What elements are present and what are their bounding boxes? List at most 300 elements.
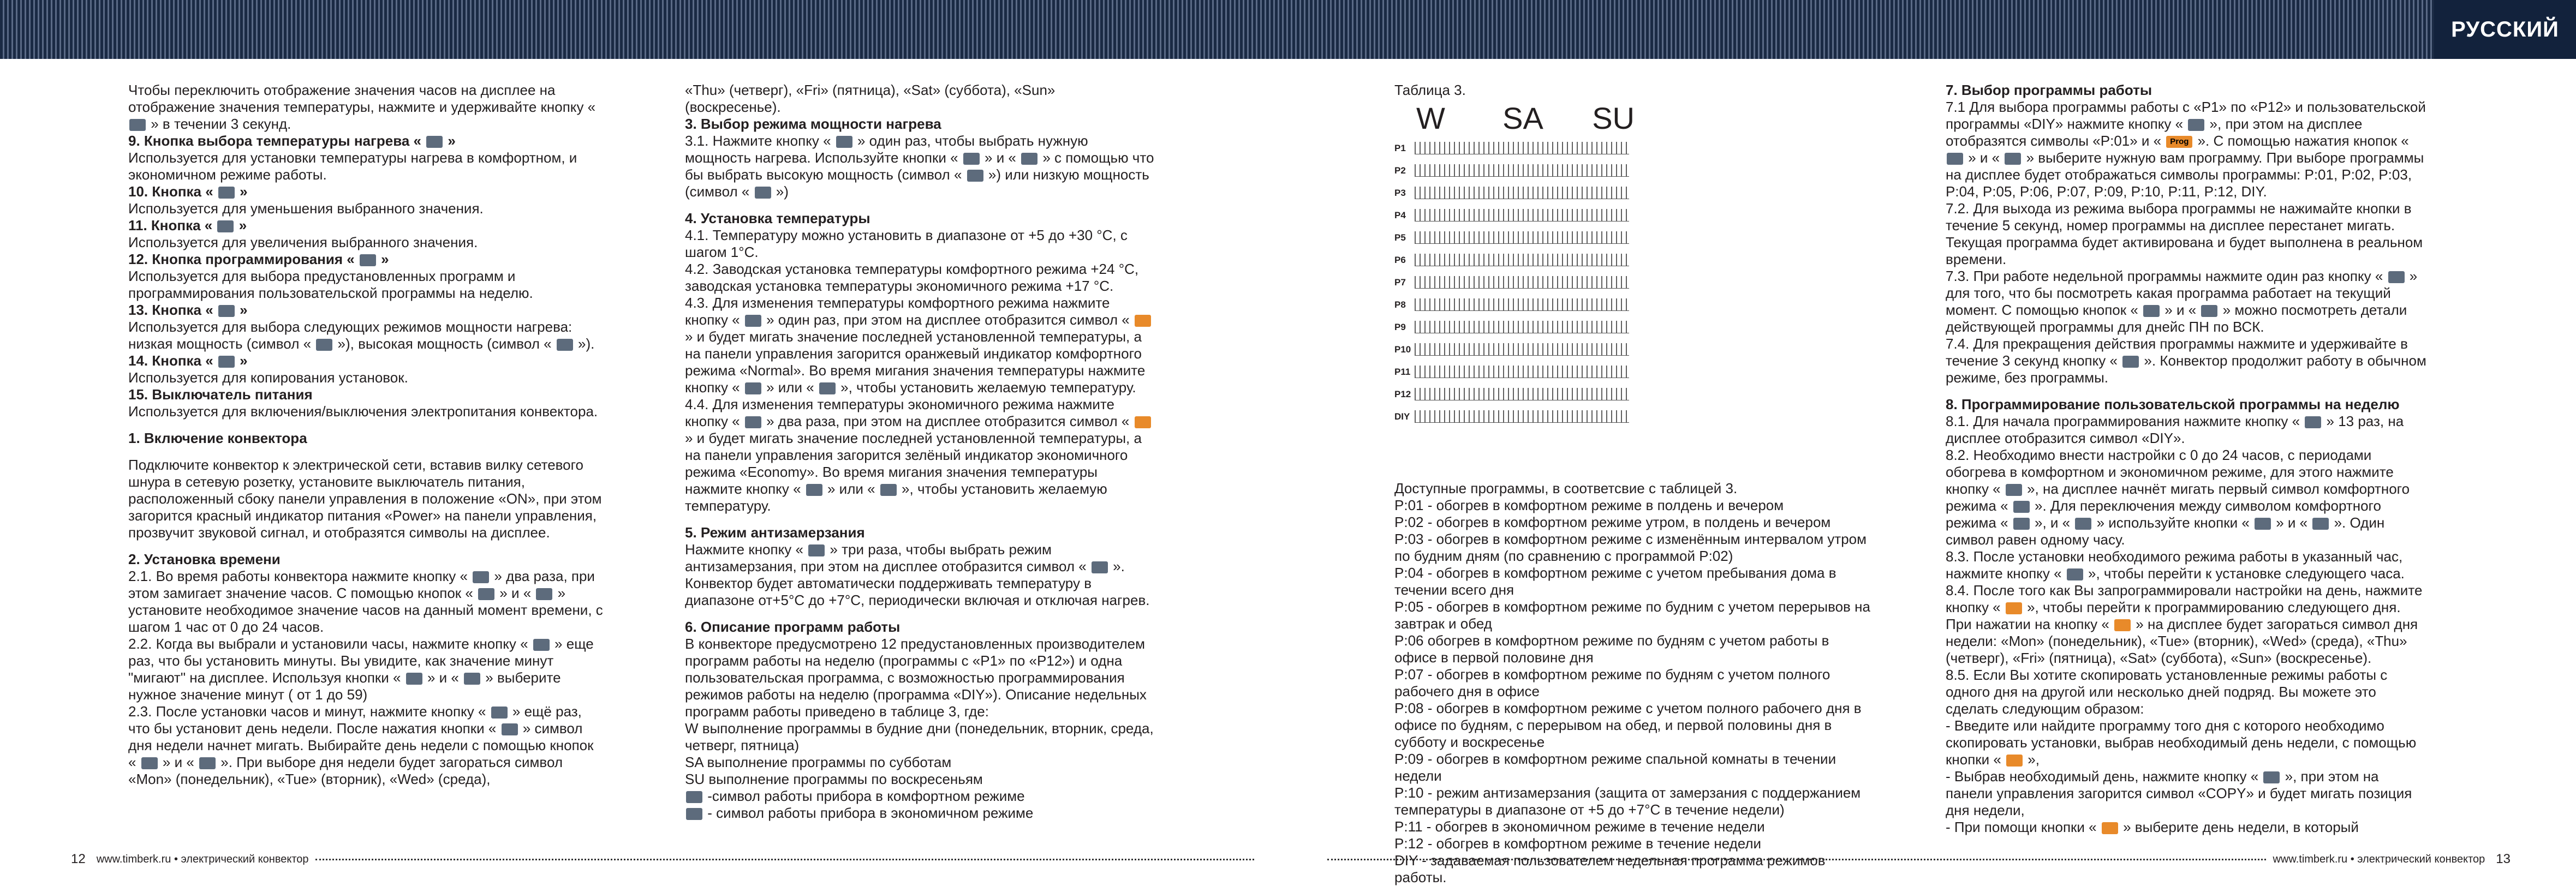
text-run: 8.1. Для начала программирования нажмите кнопку « bbox=[1946, 413, 2304, 429]
program-row-label: P4 bbox=[1394, 210, 1406, 220]
program-row bbox=[1394, 271, 1635, 294]
text-run: », bbox=[2024, 751, 2040, 768]
orange-button-icon bbox=[1135, 416, 1151, 428]
paragraph bbox=[685, 720, 1154, 754]
table-day-headers bbox=[1394, 99, 1635, 137]
text-run: Доступные программы, в соответсвие с таблицей 3. bbox=[1394, 480, 1738, 496]
text-run: 10. Кнопка « bbox=[128, 183, 217, 200]
text-run: »). bbox=[574, 336, 595, 352]
text-run: 12. Кнопка программирования « bbox=[128, 251, 359, 267]
text-run: P:10 - режим антизамерзания (защита от замерзания с поддержанием температуры в диапазоне от +5 до +7°C в течение недели) bbox=[1394, 785, 1861, 818]
button-icon bbox=[199, 757, 216, 769]
day-header-su: SU bbox=[1592, 100, 1635, 135]
button-icon bbox=[316, 339, 332, 351]
text-run: », чтобы перейти к установке следующего часа. bbox=[2084, 565, 2405, 582]
paragraph bbox=[128, 457, 603, 541]
section-heading bbox=[128, 217, 603, 234]
program-schedule-bar bbox=[1415, 410, 1629, 423]
text-run: P:11 - обогрев в экономичном режиме в течение недели bbox=[1394, 818, 1765, 835]
paragraph bbox=[128, 319, 603, 352]
language-label: РУССКИЙ bbox=[2434, 0, 2576, 59]
button-icon bbox=[745, 416, 761, 428]
text-run: » на дисплее будет загораться символ дня недели: «Mon» (понедельник), «Tue» (вторник), «Wed» (среда), «Thu» (четверг), «Fri» (пятница), «Sat» (суббота), «Sun» (воскресенье). bbox=[1946, 616, 2418, 666]
button-icon bbox=[2263, 771, 2280, 783]
text-run: », и « bbox=[2030, 514, 2074, 531]
text-run: » или « bbox=[762, 379, 818, 396]
button-icon bbox=[141, 757, 158, 769]
program-row bbox=[1394, 338, 1635, 361]
program-row-label: P10 bbox=[1394, 344, 1411, 355]
program-row bbox=[1394, 159, 1635, 182]
paragraph bbox=[685, 805, 1154, 822]
program-row bbox=[1394, 226, 1635, 249]
paragraph bbox=[1394, 480, 1875, 497]
paragraph bbox=[128, 234, 603, 251]
paragraph bbox=[1946, 717, 2429, 768]
text-run: 3.1. Нажмите кнопку « bbox=[685, 133, 835, 149]
text-run: 4. Установка температуры bbox=[685, 210, 870, 226]
section-heading bbox=[685, 210, 1154, 227]
text-run: » bbox=[235, 302, 248, 318]
text-run: » bbox=[377, 251, 389, 267]
program-row-label: P3 bbox=[1394, 188, 1406, 198]
button-icon bbox=[2067, 568, 2083, 580]
paragraph bbox=[1394, 632, 1875, 666]
button-icon bbox=[836, 136, 852, 148]
footer-left bbox=[60, 846, 1261, 873]
text-column-2 bbox=[685, 82, 1154, 822]
paragraph bbox=[128, 149, 603, 183]
footer-dots-left bbox=[315, 859, 1254, 860]
paragraph bbox=[685, 396, 1154, 514]
text-run: » один раз, при этом на дисплее отобразится символ « bbox=[762, 312, 1134, 328]
button-icon bbox=[2305, 416, 2321, 428]
paragraph bbox=[128, 200, 603, 217]
text-run: SU выполнение программы по воскресеньям bbox=[685, 771, 983, 787]
text-run: 3. Выбор режима мощности нагрева bbox=[685, 116, 941, 132]
paragraph bbox=[128, 568, 603, 636]
text-run: » для того, что бы посмотреть какая программа работает на текущий момент. С помощью кнопок « bbox=[1946, 268, 2418, 318]
text-run: - Введите или найдите программу того дня с которого необходимо скопировать установки, выбрав необходимый день недели, с помощью кнопки « bbox=[1946, 717, 2417, 768]
button-icon bbox=[217, 220, 234, 232]
text-run: » и будет мигать значение последней установленной температуры, а на панели управления загорится оранжевый индикатор комфортного режима «Normal». Во время мигания значения температуры нажмите кнопку « bbox=[685, 328, 1146, 396]
text-run: 7. Выбор программы работы bbox=[1946, 82, 2152, 98]
paragraph bbox=[685, 295, 1154, 396]
paragraph bbox=[1394, 700, 1875, 751]
text-run: W выполнение программы в будние дни (понедельник, вторник, среда, четверг, пятница) bbox=[685, 720, 1154, 753]
paragraph bbox=[1394, 598, 1875, 632]
program-row-label: DIY bbox=[1394, 411, 1410, 422]
program-row bbox=[1394, 182, 1635, 204]
section-heading bbox=[128, 133, 603, 149]
paragraph bbox=[1394, 818, 1875, 835]
paragraph bbox=[128, 403, 603, 420]
program-row-label: P1 bbox=[1394, 143, 1406, 153]
text-run: ». Для переключения между символом комфортного режима « bbox=[1946, 498, 2381, 531]
text-run: » выберите нужную вам программу. При выборе программы на дисплее будет отображаться символы программы: P:01, P:02, P:03, P:04, P:05, P:06, P:07, P:09, P:10, P:11, P:12, DIY. bbox=[1946, 149, 2424, 200]
text-run: P:08 - обогрев в комфортном режиме с учетом полного рабочего дня в офисе по будням, с перерывом на обед, и первой половины дня в субботу и воскресенье bbox=[1394, 700, 1862, 750]
paragraph bbox=[1946, 200, 2429, 268]
orange-button-icon bbox=[2102, 822, 2118, 834]
paragraph bbox=[128, 268, 603, 302]
section-heading bbox=[128, 251, 603, 268]
button-icon bbox=[745, 382, 761, 394]
text-run: », при этом на панели управления загорится символ «COPY» и будет мигать позиция дня недели, bbox=[1946, 768, 2412, 818]
text-run: 8.5. Если Вы хотите скопировать установленные режимы работы с одного дня на другой или несколько дней подряд. Вы можете это сделать следующим образом: bbox=[1946, 667, 2388, 717]
text-run: 1. Включение конвектора bbox=[128, 430, 307, 446]
button-icon bbox=[2388, 271, 2405, 283]
program-row bbox=[1394, 204, 1635, 226]
text-run: » ещё раз, что бы установит день недели. После нажатия кнопки « bbox=[128, 703, 582, 737]
text-run: ». Конвектор продолжит работу в обычном режиме, без программы. bbox=[1946, 352, 2426, 386]
orange-button-icon bbox=[2006, 755, 2023, 767]
button-icon bbox=[502, 723, 518, 735]
paragraph bbox=[685, 754, 1154, 771]
program-schedule-bar bbox=[1415, 209, 1629, 222]
paragraph bbox=[1394, 785, 1875, 818]
text-run: - При помощи кнопки « bbox=[1946, 819, 2101, 835]
button-icon bbox=[2006, 484, 2022, 496]
program-row bbox=[1394, 361, 1635, 383]
footer-site-left: www.timberk.ru • электрический конвектор bbox=[96, 853, 309, 865]
section-heading bbox=[685, 524, 1154, 541]
text-column-3 bbox=[1394, 480, 1875, 886]
program-schedule-bar bbox=[1415, 343, 1629, 356]
text-run: » bbox=[235, 183, 248, 200]
text-run: » символ дня недели начнет мигать. Выбирайте день недели с помощью кнопок « bbox=[128, 720, 594, 770]
text-run: » можно посмотреть детали действующей программы для днейс ПН по ВСК. bbox=[1946, 302, 2407, 335]
paragraph bbox=[1946, 667, 2429, 717]
paragraph bbox=[128, 636, 603, 703]
section-heading bbox=[685, 619, 1154, 636]
text-run: » установите необходимое значение часов на данный момент времени, с шагом 1 час от 0 до 24 часов. bbox=[128, 585, 603, 635]
program-schedule-bar bbox=[1415, 321, 1629, 333]
button-icon bbox=[963, 153, 980, 165]
text-run: », при этом на дисплее отобразятся символы «P:01» и « bbox=[1946, 116, 2363, 149]
program-row-label: P2 bbox=[1394, 165, 1406, 176]
text-run: » выберите день недели, в который bbox=[2119, 819, 2359, 835]
text-run: » и « bbox=[496, 585, 535, 601]
button-icon bbox=[2013, 518, 2030, 530]
program-schedule-bar bbox=[1415, 388, 1629, 400]
paragraph bbox=[1394, 751, 1875, 785]
text-run: P:03 - обогрев в комфортном режиме с изменённым интервалом утром по будним дням (по сравнению с программой P:02) bbox=[1394, 531, 1867, 564]
text-run: » и будет мигать значение последней установленной температуры, а на панели управления загорится зелёный индикатор экономичного режима «Economy». Во время мигания значения температуры нажмите кнопку « bbox=[685, 430, 1142, 497]
text-run: 7.3. При работе недельной программы нажмите один раз кнопку « bbox=[1946, 268, 2387, 284]
header-band bbox=[0, 0, 2576, 59]
page-number-right: 13 bbox=[2496, 852, 2511, 866]
button-icon bbox=[536, 588, 552, 600]
text-run: », чтобы установить желаемую температуру. bbox=[836, 379, 1136, 396]
program-schedule-bar bbox=[1415, 254, 1629, 266]
text-run: В конвекторе предусмотрено 12 предустановленных производителем программ работы на неделю (программы с «P1» по «P12») и одна пользовательская программа, с возможностью программирования режимов работы на неделю (программа «DIY»). Описание недельных программ работы приведено в таблице 3, где: bbox=[685, 636, 1147, 720]
text-run: ». При выборе дня недели будет загораться символ «Mon» (понедельник), «Tue» (вторник), «Wed» (среда), bbox=[128, 754, 563, 787]
paragraph bbox=[1946, 336, 2429, 386]
text-run: - символ работы прибора в экономичном режиме bbox=[703, 805, 1034, 821]
button-icon bbox=[1021, 153, 1037, 165]
text-run: 2. Установка времени bbox=[128, 551, 281, 567]
button-icon bbox=[491, 707, 508, 719]
paragraph bbox=[1394, 514, 1875, 531]
program-row-label: P9 bbox=[1394, 322, 1406, 332]
text-run: -символ работы прибора в комфортном режиме bbox=[703, 788, 1025, 804]
text-run: » еще раз, что бы установить минуты. Вы увидите, как значение минут "мигают" на дисплее. Используя кнопки « bbox=[128, 636, 594, 686]
program-schedule-bar bbox=[1415, 187, 1629, 199]
page-number-left: 12 bbox=[71, 852, 86, 866]
text-run: Используется для увеличения выбранного значения. bbox=[128, 234, 478, 250]
text-run: P:09 - обогрев в комфортном режиме спальной комнаты в течении недели bbox=[1394, 751, 1836, 784]
text-run: » три раза, чтобы выбрать режим антизамерзания, при этом на дисплее отобразится символ « bbox=[685, 541, 1090, 574]
program-row-label: P7 bbox=[1394, 277, 1406, 288]
footer-site-right: www.timberk.ru • электрический конвектор bbox=[2273, 853, 2485, 865]
footer-dots-right bbox=[1327, 859, 2266, 860]
button-icon bbox=[2312, 518, 2329, 530]
button-icon bbox=[686, 791, 702, 803]
button-icon bbox=[2255, 518, 2271, 530]
paragraph bbox=[685, 227, 1154, 261]
paragraph bbox=[685, 788, 1154, 805]
paragraph bbox=[1394, 531, 1875, 565]
button-icon bbox=[406, 673, 422, 685]
text-run: », на дисплее начнёт мигать первый символ комфортного режима « bbox=[1946, 481, 2410, 514]
text-run: Чтобы переключить отображение значения часов на дисплее на отображение значения температуры, нажмите и удерживайте кнопку « bbox=[128, 82, 596, 115]
footer-right bbox=[1321, 846, 2521, 873]
text-run: Нажмите кнопку « bbox=[685, 541, 808, 558]
program-schedule-bar bbox=[1415, 142, 1629, 154]
table-title: Таблица 3. bbox=[1394, 82, 1466, 98]
paragraph bbox=[128, 369, 603, 386]
text-run: P:05 - обогрев в комфортном режиме по будним с учетом перерывов на завтрак и обед bbox=[1394, 598, 1870, 632]
button-icon bbox=[2005, 153, 2021, 165]
paragraph bbox=[1946, 447, 2429, 548]
program-row bbox=[1394, 316, 1635, 338]
paragraph bbox=[685, 133, 1154, 200]
program-row bbox=[1394, 294, 1635, 316]
paragraph bbox=[128, 703, 603, 788]
section-heading bbox=[128, 430, 603, 447]
paragraph bbox=[685, 261, 1154, 295]
button-icon bbox=[557, 339, 573, 351]
prog-symbol-icon: Prog bbox=[2166, 136, 2192, 148]
day-header-sa: SA bbox=[1502, 100, 1543, 135]
text-run: 6. Описание программ работы bbox=[685, 619, 901, 635]
program-row bbox=[1394, 249, 1635, 271]
text-run: P:01 - обогрев в комфортном режиме в полдень и вечером bbox=[1394, 497, 1784, 513]
text-run: 15. Выключатель питания bbox=[128, 386, 313, 403]
button-icon bbox=[1947, 153, 1963, 165]
button-icon bbox=[2122, 356, 2139, 368]
program-schedule-bar bbox=[1415, 366, 1629, 378]
text-run: » и « bbox=[423, 669, 463, 686]
paragraph bbox=[1394, 565, 1875, 598]
text-run: » bbox=[444, 133, 456, 149]
text-run: 5. Режим антизамерзания bbox=[685, 524, 865, 541]
paragraph bbox=[1394, 497, 1875, 514]
text-run: » с помощью что бы выбрать высокую мощность (символ « bbox=[685, 149, 1154, 183]
button-icon bbox=[426, 136, 443, 148]
text-run: P:07 - обогрев в комфортном режиме по будням с учетом полного рабочего дня в офисе bbox=[1394, 666, 1830, 699]
button-icon bbox=[1092, 561, 1108, 573]
button-icon bbox=[218, 356, 235, 368]
button-icon bbox=[819, 382, 836, 394]
text-run: Подключите конвектор к электрической сети, вставив вилку сетевого шнура в сетевую розетку, установите выключатель питания, расположенный сбоку панели управления в положение «ON», при этом загорится красный индикатор питания «Power» на панели управления, прозвучит звуковой сигнал, и отобразятся символы на дисплее. bbox=[128, 457, 602, 541]
text-run: 2.3. После установки часов и минут, нажмите кнопку « bbox=[128, 703, 490, 720]
section-heading bbox=[1946, 396, 2429, 413]
text-run: P:12 - обогрев в комфортном режиме в течение недели bbox=[1394, 835, 1762, 852]
paragraph bbox=[1946, 413, 2429, 447]
text-run: » bbox=[235, 217, 247, 234]
button-icon bbox=[745, 315, 761, 327]
button-icon bbox=[464, 673, 480, 685]
button-icon bbox=[218, 187, 235, 199]
text-run: Используется для выбора предустановленных программ и программирования пользовательской программы на неделю. bbox=[128, 268, 533, 301]
button-icon bbox=[2075, 518, 2091, 530]
text-run: 2.1. Во время работы конвектора нажмите кнопку « bbox=[128, 568, 472, 584]
button-icon bbox=[533, 639, 550, 651]
text-run: 13. Кнопка « bbox=[128, 302, 217, 318]
orange-button-icon bbox=[1135, 315, 1151, 327]
text-run: »), высокая мощность (символ « bbox=[333, 336, 556, 352]
text-run: » выберите нужное значение минут ( от 1 до 59) bbox=[128, 669, 561, 703]
text-run: » и « bbox=[2272, 514, 2312, 531]
program-row-label: P6 bbox=[1394, 255, 1406, 265]
text-run: 14. Кнопка « bbox=[128, 352, 217, 369]
paragraph bbox=[1946, 99, 2429, 200]
text-run: » и « bbox=[2161, 302, 2201, 318]
section-heading bbox=[128, 386, 603, 403]
program-row bbox=[1394, 383, 1635, 405]
text-run: 8.2. Необходимо внести настройки с 0 до 24 часов, с периодами обогрева в комфортном и экономичном режиме, для этого нажмите кнопку « bbox=[1946, 447, 2394, 497]
text-run: » или « bbox=[823, 481, 879, 497]
program-schedule-bar bbox=[1415, 164, 1629, 177]
button-icon bbox=[2013, 501, 2030, 513]
text-run: », чтобы установить желаемую температуру. bbox=[685, 481, 1107, 514]
text-run: Используется для уменьшения выбранного значения. bbox=[128, 200, 484, 217]
text-run: » в течении 3 секунд. bbox=[147, 116, 291, 132]
program-table bbox=[1394, 82, 1635, 428]
program-schedule-bar bbox=[1415, 276, 1629, 289]
program-row-label: P5 bbox=[1394, 232, 1406, 243]
button-icon bbox=[129, 119, 146, 131]
text-run: P:04 - обогрев в комфортном режиме с учетом пребывания дома в течении всего дня bbox=[1394, 565, 1836, 598]
text-run: » и « bbox=[1964, 149, 2004, 166]
text-column-1 bbox=[128, 82, 603, 788]
text-run: » один раз, чтобы выбрать нужную мощность нагрева. Используйте кнопки « bbox=[685, 133, 1088, 166]
button-icon bbox=[360, 254, 376, 266]
text-run: 4.4. Для изменения температуры экономичного режима нажмите кнопку « bbox=[685, 396, 1114, 429]
button-icon bbox=[755, 187, 771, 199]
text-run: 4.2. Заводская установка температуры комфортного режима +24 °C, заводская установка температуры экономичного режима +17 °C. bbox=[685, 261, 1139, 294]
section-heading bbox=[128, 352, 603, 369]
text-run: Используется для выбора следующих режимов мощности нагрева: низкая мощность (символ « bbox=[128, 319, 573, 352]
text-run: Используется для установки температуры нагрева в комфортном, и экономичном режиме работы. bbox=[128, 149, 577, 183]
program-schedule-bar bbox=[1415, 298, 1629, 311]
text-run: 11. Кнопка « bbox=[128, 217, 217, 234]
program-row-label: P8 bbox=[1394, 300, 1406, 310]
button-icon bbox=[218, 305, 235, 317]
program-row-label: P11 bbox=[1394, 367, 1411, 377]
text-run: SA выполнение программы по субботам bbox=[685, 754, 952, 770]
button-icon bbox=[806, 484, 822, 496]
paragraph bbox=[128, 82, 603, 133]
text-run: » и « bbox=[980, 149, 1021, 166]
button-icon bbox=[2201, 305, 2217, 317]
paragraph bbox=[1946, 582, 2429, 667]
paragraph bbox=[685, 541, 1154, 609]
text-run: P:02 - обогрев в комфортном режиме утром, в полдень и вечером bbox=[1394, 514, 1831, 530]
text-run: 4.1. Температуру можно установить в диапазоне от +5 до +30 °C, с шагом 1°C. bbox=[685, 227, 1128, 260]
paragraph bbox=[685, 636, 1154, 720]
text-run: DIY - задаваемая пользователем недельная программа режимов работы. bbox=[1394, 852, 1826, 885]
text-run: 8.3. После установки необходимого режима работы в указанный час, нажмите кнопку « bbox=[1946, 548, 2403, 582]
orange-button-icon bbox=[2006, 602, 2022, 614]
program-schedule-bar bbox=[1415, 231, 1629, 244]
paragraph bbox=[685, 771, 1154, 788]
text-run: » и « bbox=[158, 754, 199, 770]
day-header-w: W bbox=[1416, 100, 1445, 135]
program-row-label: P12 bbox=[1394, 389, 1411, 399]
text-run: - Выбрав необходимый день, нажмите кнопку « bbox=[1946, 768, 2263, 785]
text-run: ») или низкую мощность (символ « bbox=[685, 166, 1149, 200]
paragraph bbox=[1946, 268, 2429, 336]
text-run: ». С помощью нажатия кнопок « bbox=[2193, 133, 2409, 149]
text-run: ». Один символ равен одному часу. bbox=[1946, 514, 2385, 548]
button-icon bbox=[967, 170, 983, 182]
program-row bbox=[1394, 405, 1635, 428]
program-row bbox=[1394, 137, 1635, 159]
button-icon bbox=[478, 588, 494, 600]
paragraph bbox=[685, 82, 1154, 116]
text-run: » используйте кнопки « bbox=[2092, 514, 2254, 531]
button-icon bbox=[2188, 119, 2204, 131]
text-run: ». Конвектор будет автоматически поддерживать температуру в диапазоне от+5°C до +7°C, периодически включая и отключая нагрев. bbox=[685, 558, 1150, 608]
text-run: 8.4. После того как Вы запрограммировали настройки на день, нажмите кнопку « bbox=[1946, 582, 2423, 615]
paragraph bbox=[1946, 768, 2429, 819]
paragraph bbox=[1946, 548, 2429, 582]
button-icon bbox=[686, 808, 702, 820]
text-column-4 bbox=[1946, 82, 2429, 836]
text-run: 4.3. Для изменения температуры комфортного режима нажмите кнопку « bbox=[685, 295, 1110, 328]
text-run: » 13 раз, на дисплее отобразится символ «DIY». bbox=[1946, 413, 2404, 446]
text-run: 7.4. Для прекращения действия программы нажмите и удерживайте в течение 3 секунд кнопку « bbox=[1946, 336, 2408, 369]
text-run: 2.2. Когда вы выбрали и установили часы, нажмите кнопку « bbox=[128, 636, 532, 652]
paragraph bbox=[1394, 666, 1875, 700]
section-heading bbox=[128, 551, 603, 568]
button-icon bbox=[808, 544, 825, 556]
text-run: » bbox=[235, 352, 248, 369]
text-run: », чтобы перейти к программированию следующего дня. При нажатии на кнопку « bbox=[1946, 599, 2401, 632]
paragraph bbox=[1946, 819, 2429, 836]
button-icon bbox=[880, 484, 897, 496]
text-run: ») bbox=[772, 183, 789, 200]
text-run: » два раза, при этом на дисплее отобразится символ « bbox=[762, 413, 1134, 429]
text-run: Используется для включения/выключения электропитания конвектора. bbox=[128, 403, 598, 420]
orange-button-icon bbox=[2114, 619, 2131, 631]
text-run: 7.2. Для выхода из режима выбора программы не нажимайте кнопки в течение 5 секунд, номер программы на дисплее перестанет мигать. Текущая программа будет активирована и будет выполнена в реальном времени. bbox=[1946, 200, 2423, 267]
section-heading bbox=[128, 302, 603, 319]
text-run: Используется для копирования установок. bbox=[128, 369, 408, 386]
text-run: «Thu» (четверг), «Fri» (пятница), «Sat» (суббота), «Sun» (воскресенье). bbox=[685, 82, 1056, 115]
section-heading bbox=[685, 116, 1154, 133]
text-run: 8. Программирование пользовательской программы на неделю bbox=[1946, 396, 2400, 412]
text-run: » два раза, при этом замигает значение часов. С помощью кнопок « bbox=[128, 568, 595, 601]
section-heading bbox=[128, 183, 603, 200]
text-run: 9. Кнопка выбора температуры нагрева « bbox=[128, 133, 426, 149]
button-icon bbox=[2143, 305, 2160, 317]
section-heading bbox=[1946, 82, 2429, 99]
text-run: P:06 обогрев в комфортном режиме по будням с учетом работы в офисе в первой половине дня bbox=[1394, 632, 1829, 666]
text-run: 7.1 Для выбора программы работы с «P1» по «P12» и пользовательской программы «DIY» нажмите кнопку « bbox=[1946, 99, 2426, 132]
